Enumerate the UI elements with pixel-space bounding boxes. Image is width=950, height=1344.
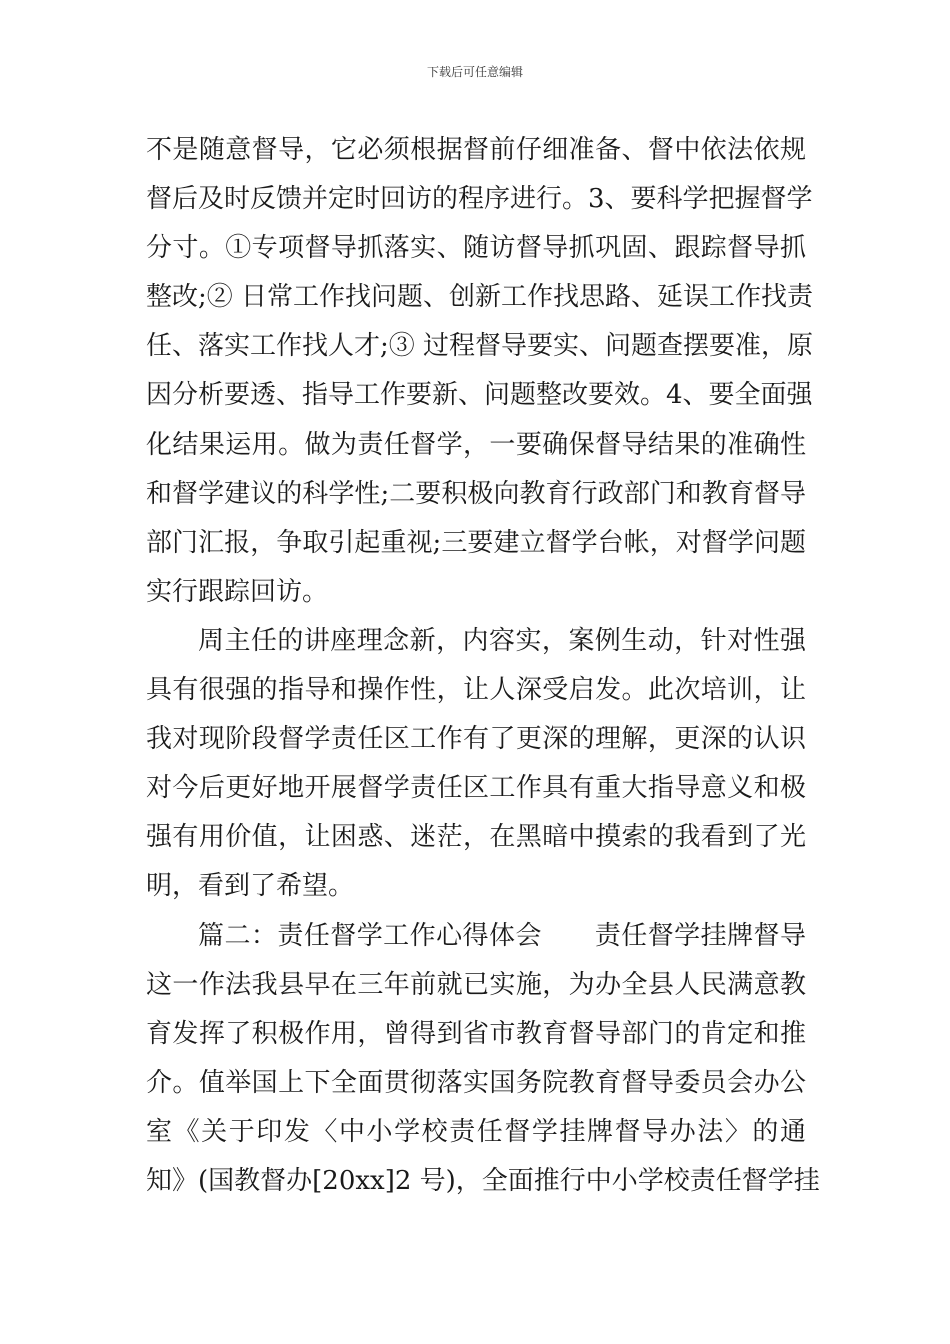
text-line: 室《关于印发〈中小学校责任督学挂牌督导办法〉的通 (146, 1116, 806, 1147)
text-line: 整改;② 日常工作找问题、创新工作找思路、延误工作找责 (146, 282, 814, 313)
text-line: 因分析要透、指导工作要新、问题整改要效。4、要全面强 (146, 380, 813, 411)
text-line: 分寸。①专项督导抓落实、随访督导抓巩固、跟踪督导抓 (146, 233, 806, 264)
text-line: 任、落实工作找人才;③ 过程督导要实、问题查摆要准，原 (146, 331, 814, 362)
text-line: 我对现阶段督学责任区工作有了更深的理解，更深的认识 (146, 724, 806, 755)
text-line: 介。值举国上下全面贯彻落实国务院教育督导委员会办公 (146, 1067, 806, 1098)
text-line: 化结果运用。做为责任督学，一要确保督导结果的准确性 (146, 429, 806, 460)
text-line: 督后及时反馈并定时回访的程序进行。3、要科学把握督学 (146, 184, 813, 215)
text-line: 育发挥了积极作用，曾得到省市教育督导部门的肯定和推 (146, 1018, 806, 1049)
text-line: 强有用价值，让困惑、迷茫，在黑暗中摸索的我看到了光 (146, 822, 806, 853)
page-header: 下载后可任意编辑 (426, 65, 523, 79)
document-body (146, 126, 820, 1206)
text-line: 具有很强的指导和操作性，让人深受启发。此次培训，让 (146, 675, 806, 706)
text-line: 和督学建议的科学性;二要积极向教育行政部门和教育督导 (146, 478, 806, 509)
text-line: 实行跟踪回访。 (146, 576, 329, 607)
text-line: 部门汇报，争取引起重视;三要建立督学台帐，对督学问题 (146, 527, 806, 558)
text-line: 对今后更好地开展督学责任区工作具有重大指导意义和极 (146, 773, 806, 804)
text-line: 知》(国教督办[20xx]2 号)，全面推行中小学校责任督学挂 (146, 1165, 820, 1196)
text-line: 明，看到了希望。 (146, 871, 355, 902)
text-line: 这一作法我县早在三年前就已实施，为办全县人民满意教 (146, 969, 806, 1000)
text-line: 不是随意督导，它必须根据督前仔细准备、督中依法依规 (146, 135, 806, 165)
section-heading-line: 篇二：责任督学工作心得体会 责任督学挂牌督导 (198, 920, 806, 951)
paragraph-first-line: 周主任的讲座理念新，内容实，案例生动，针对性强 (198, 625, 806, 656)
